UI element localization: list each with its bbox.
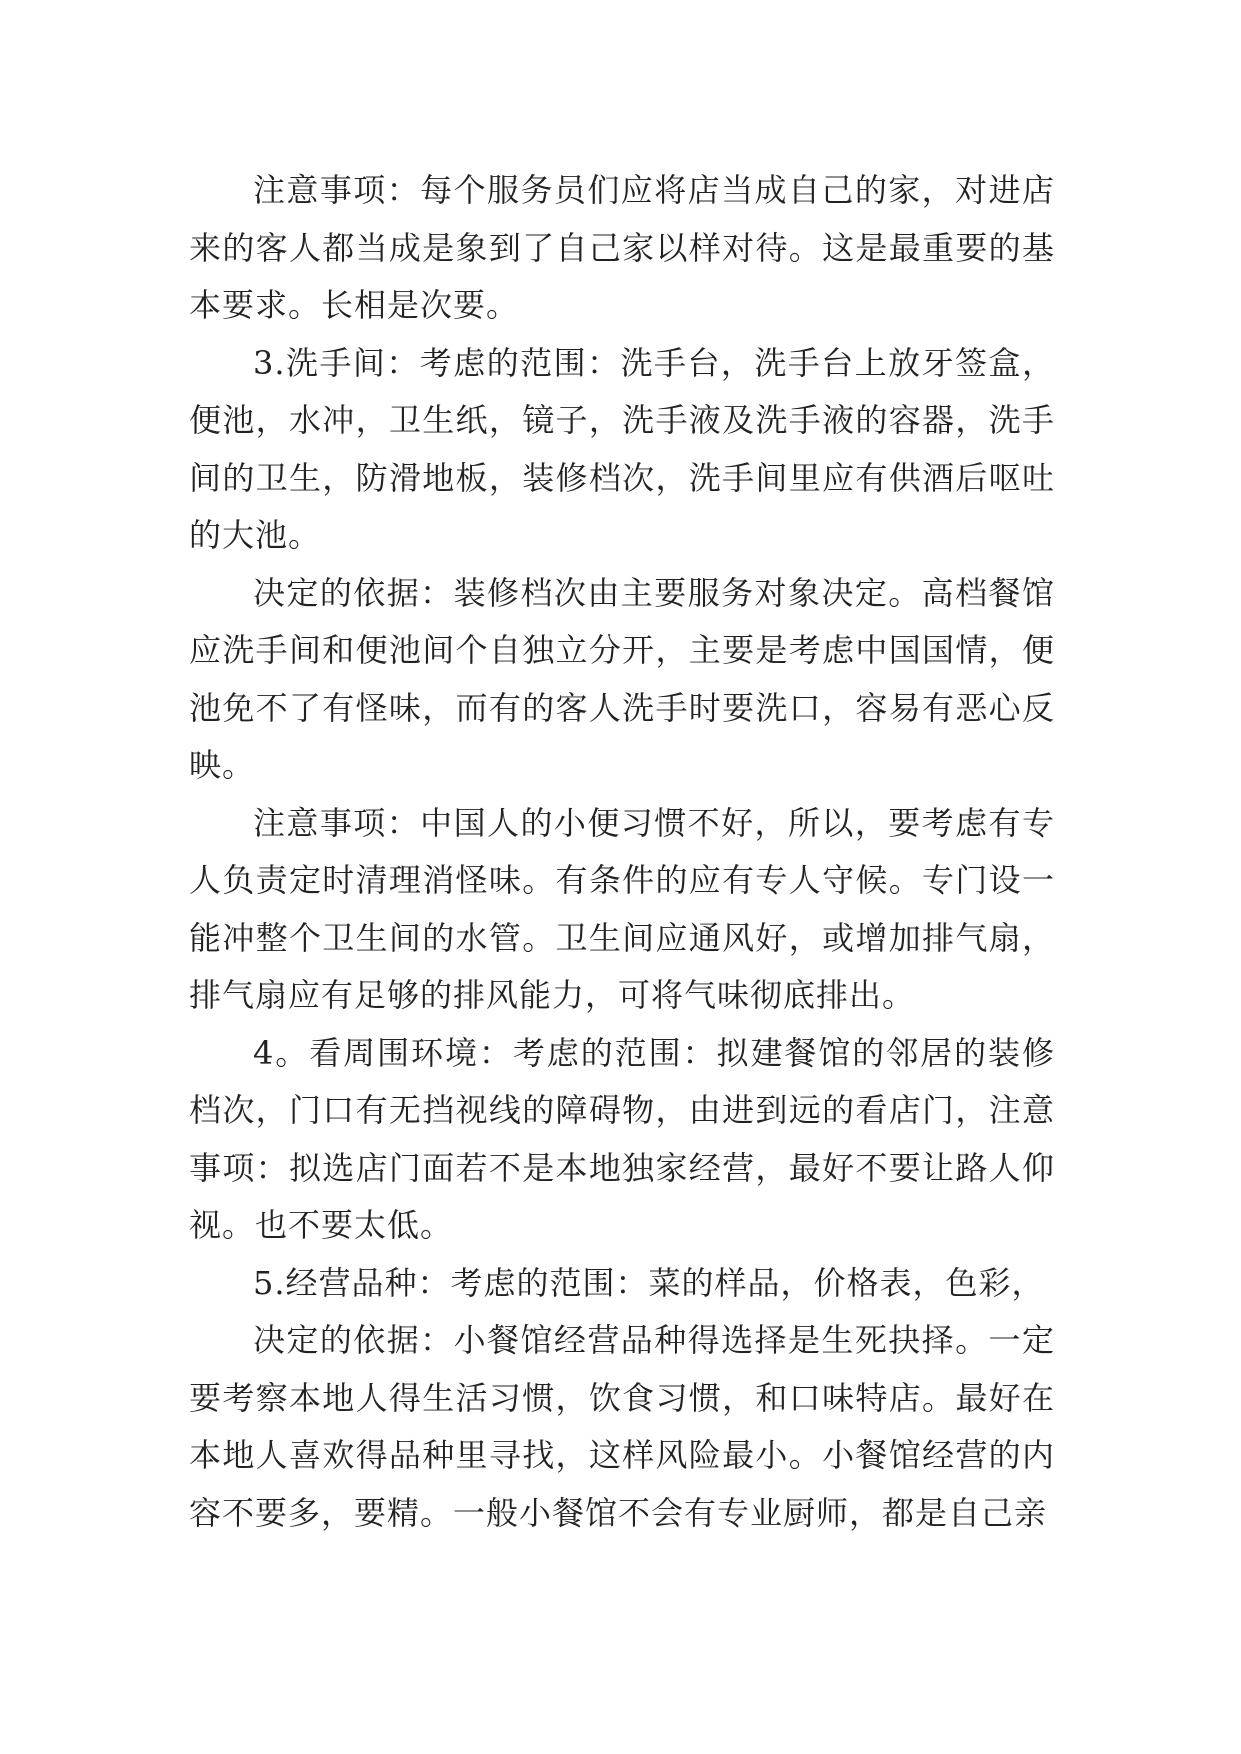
- paragraph-restroom-scope: 3.洗手间：考虑的范围：洗手台，洗手台上放牙签盒，便池，水冲，卫生纸，镜子，洗手液及洗手液的容器，洗手间的卫生，防滑地板，装修档次，洗手间里应有供酒后呕吐的大池。: [189, 343, 1055, 554]
- paragraph-restroom-basis: 决定的依据：装修档次由主要服务对象决定。高档餐馆应洗手间和便池间个自独立分开，主要是考虑中国国情，便池免不了有怪味，而有的客人洗手时要洗口，容易有恶心反映。: [189, 573, 1055, 784]
- paragraph-menu-basis: 决定的依据：小餐馆经营品种得选择是生死抉择。一定要考察本地人得生活习惯，饮食习惯，和口味特店。最好在本地人喜欢得品种里寻找，这样风险最小。小餐馆经营的内容不要多，要精。一般小餐馆不会有专业厨师，都是自己亲: [189, 1321, 1055, 1532]
- paragraph-menu-scope: 5.经营品种：考虑的范围：菜的样品，价格表，色彩，: [253, 1263, 1045, 1302]
- paragraph-notes-service: 注意事项：每个服务员们应将店当成自己的家，对进店来的客人都当成是象到了自己家以样对待。这是最重要的基本要求。长相是次要。: [189, 171, 1055, 324]
- document-body: [189, 162, 1055, 1542]
- paragraph-restroom-notes: 注意事项：中国人的小便习惯不好，所以，要考虑有专人负责定时清理消怪味。有条件的应有专人守候。专门设一能冲整个卫生间的水管。卫生间应通风好，或增加排气扇，排气扇应有足够的排风能力，可将气味彻底排出。: [189, 803, 1055, 1014]
- paragraph-surroundings: 4。看周围环境：考虑的范围：拟建餐馆的邻居的装修档次，门口有无挡视线的障碍物，由进到远的看店门，注意事项：拟选店门面若不是本地独家经营，最好不要让路人仰视。也不要太低。: [189, 1033, 1055, 1244]
